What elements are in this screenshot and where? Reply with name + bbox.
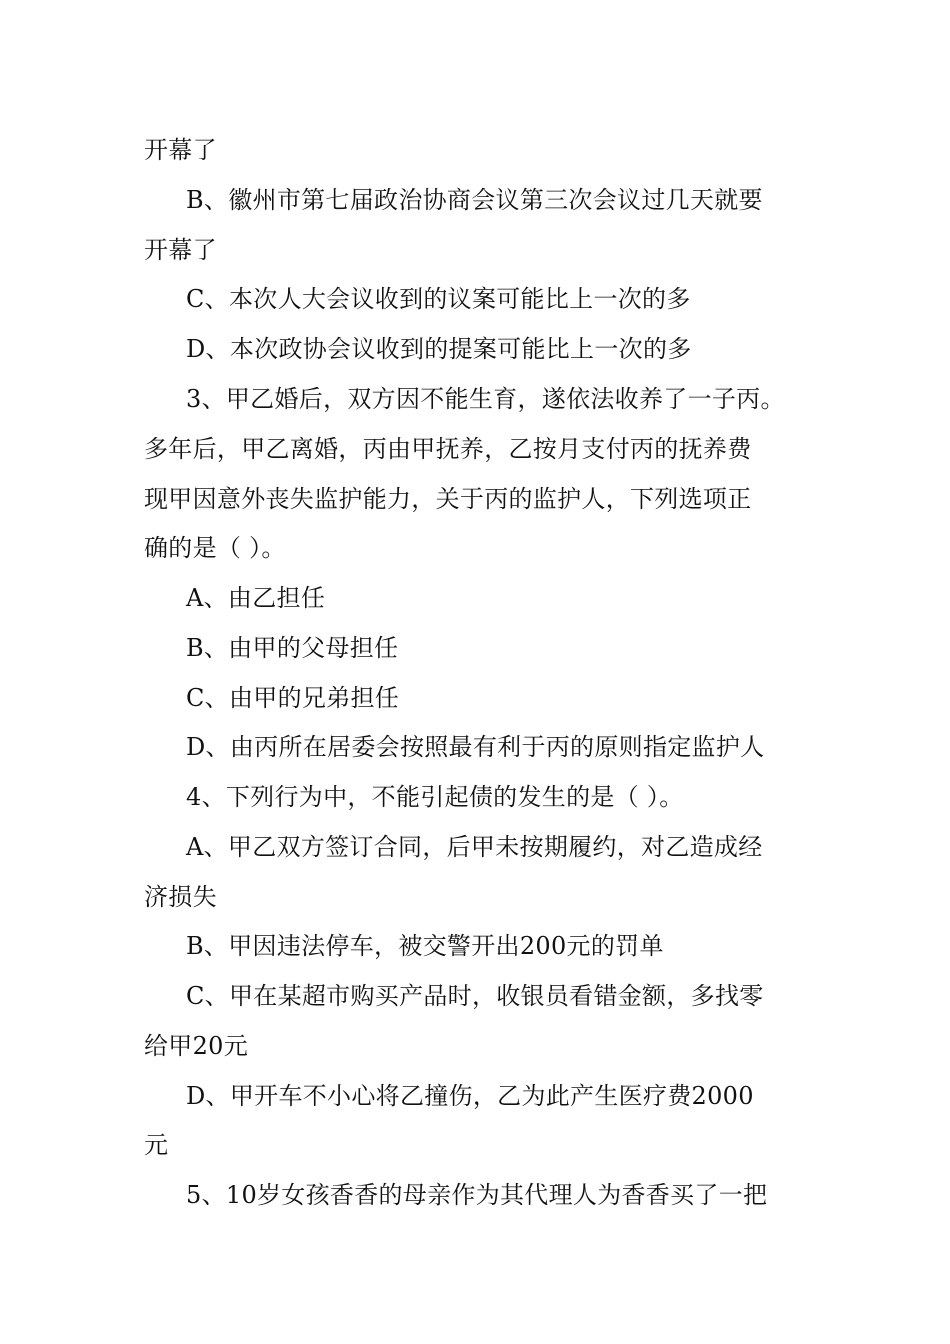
question-5-line: 5、10岁女孩香香的母亲作为其代理人为香香买了一把 <box>186 1181 768 1209</box>
text-line: 济损失 <box>144 883 217 911</box>
option-b-line: B、由甲的父母担任 <box>186 634 399 662</box>
text-line: 给甲20元 <box>144 1032 249 1060</box>
option-d-line: D、由丙所在居委会按照最有利于丙的原则指定监护人 <box>186 733 765 761</box>
text-line: 元 <box>144 1131 169 1159</box>
text-line: 多年后，甲乙离婚，丙由甲抚养，乙按月支付丙的抚养费 <box>144 435 752 463</box>
option-a-line: A、由乙担任 <box>186 584 326 612</box>
question-4-line: 4、下列行为中，不能引起债的发生的是（ ）。 <box>186 783 684 811</box>
option-a-line: A、甲乙双方签订合同，后甲未按期履约，对乙造成经 <box>186 833 763 861</box>
option-c-line: C、甲在某超市购买产品时，收银员看错金额，多找零 <box>186 982 764 1010</box>
text-line: 现甲因意外丧失监护能力，关于丙的监护人，下列选项正 <box>144 485 752 513</box>
option-c-line: C、本次人大会议收到的议案可能比上一次的多 <box>186 285 691 313</box>
option-b-line: B、徽州市第七届政治协商会议第三次会议过几天就要 <box>186 186 763 214</box>
question-3-line: 3、甲乙婚后，双方因不能生育，遂依法收养了一子丙。 <box>186 385 785 413</box>
option-b-line: B、甲因违法停车，被交警开出200元的罚单 <box>186 932 664 960</box>
text-line: 确的是（ ）。 <box>144 534 286 562</box>
option-c-line: C、由甲的兄弟担任 <box>186 684 400 712</box>
option-d-line: D、本次政协会议收到的提案可能比上一次的多 <box>186 335 692 363</box>
text-line: 开幕了 <box>144 236 217 264</box>
option-d-line: D、甲开车不小心将乙撞伤，乙为此产生医疗费2000 <box>186 1082 754 1110</box>
text-line: 开幕了 <box>144 136 217 164</box>
